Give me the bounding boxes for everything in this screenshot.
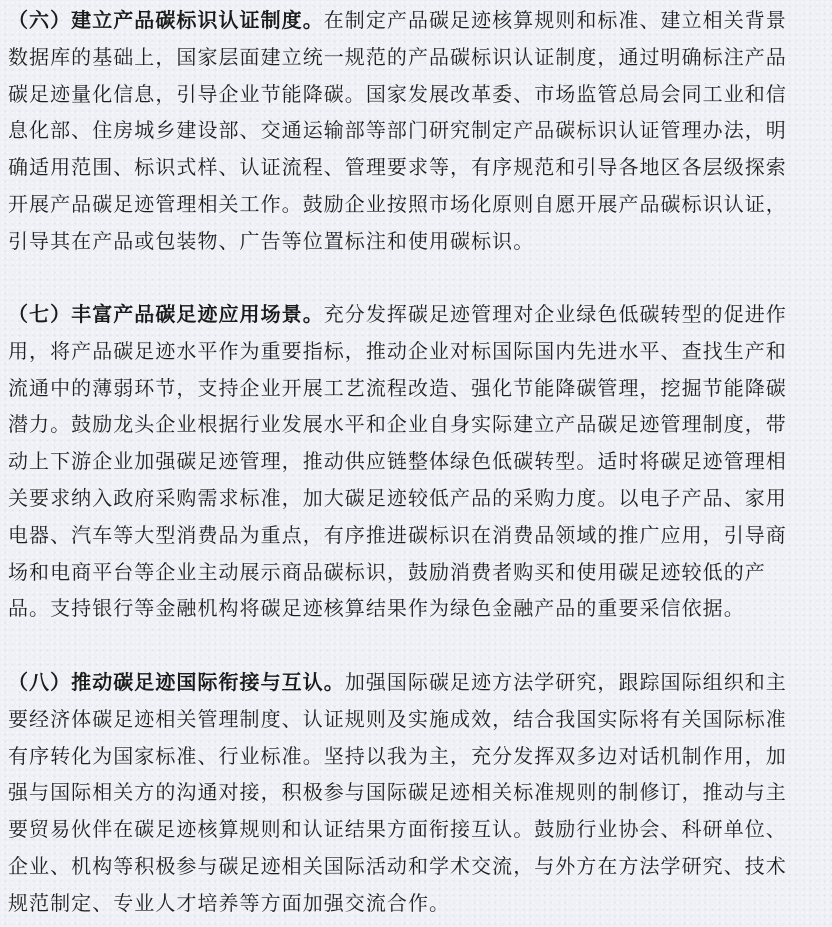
paragraph-line: 电器、汽车等大型消费品为重点，有序推进碳标识在消费品领域的推广应用，引导商 bbox=[8, 522, 787, 547]
paragraph-line bbox=[0, 2, 832, 39]
paragraph-line: 场和电商平台等企业主动展示商品碳标识，鼓励消费者购买和使用碳足迹较低的产 bbox=[8, 559, 766, 584]
paragraph-line: 企业、机构等积极参与碳足迹相关国际活动和学术交流，与外方在方法学研究、技术 bbox=[8, 853, 787, 878]
paragraph-text: 在制定产品碳足迹核算规则和标准、建立相关背景 bbox=[323, 8, 787, 32]
paragraph-line: 数据库的基础上，国家层面建立统一规范的产品碳标识认证制度，通过明确标注产品 bbox=[8, 44, 787, 69]
section-6-paragraph bbox=[0, 2, 832, 260]
paragraph-line: 品。支持银行等金融机构将碳足迹核算结果作为绿色金融产品的重要采信依据。 bbox=[8, 596, 745, 621]
paragraph-text: 充分发挥碳足迹管理对企业绿色低碳转型的促进作 bbox=[323, 302, 787, 326]
paragraph-line: 动上下游企业加强碳足迹管理，推动供应链整体绿色低碳转型。适时将碳足迹管理相 bbox=[8, 449, 787, 474]
paragraph-line: 碳足迹量化信息，引导企业节能降碳。国家发展改革委、市场监管总局会同工业和信 bbox=[8, 81, 787, 106]
paragraph-line: 引导其在产品或包装物、广告等位置标注和使用碳标识。 bbox=[8, 228, 535, 253]
paragraph-line: 息化部、住房城乡建设部、交通运输部等部门研究制定产品碳标识认证管理办法，明 bbox=[8, 118, 787, 143]
paragraph-line: 要贸易伙伴在碳足迹核算规则和认证结果方面衔接互认。鼓励行业协会、科研单位、 bbox=[8, 817, 787, 842]
paragraph-line: 流通中的薄弱环节，支持企业开展工艺流程改造、强化节能降碳管理，挖掘节能降碳 bbox=[8, 375, 787, 400]
paragraph-line bbox=[0, 296, 832, 333]
section-8-paragraph bbox=[0, 664, 832, 922]
paragraph-line: 要经济体碳足迹相关管理制度、认证规则及实施成效，结合我国实际将有关国际标准 bbox=[8, 706, 787, 731]
section-7-heading: （七）丰富产品碳足迹应用场景。 bbox=[8, 302, 324, 326]
paragraph-line: 开展产品碳足迹管理相关工作。鼓励企业按照市场化原则自愿开展产品碳标识认证， bbox=[8, 191, 787, 216]
section-7-paragraph bbox=[0, 296, 832, 627]
paragraph-line: 规范制定、专业人才培养等方面加强交流合作。 bbox=[8, 890, 451, 915]
section-8-heading: （八）推动碳足迹国际衔接与互认。 bbox=[8, 670, 345, 694]
paragraph-line: 潜力。鼓励龙头企业根据行业发展水平和企业自身实际建立产品碳足迹管理制度，带 bbox=[8, 412, 787, 437]
paragraph-line: 用，将产品碳足迹水平作为重要指标，推动企业对标国际国内先进水平、查找生产和 bbox=[8, 338, 787, 363]
paragraph-line: 关要求纳入政府采购需求标准，加大碳足迹较低产品的采购力度。以电子产品、家用 bbox=[8, 485, 787, 510]
paragraph-line: 有序转化为国家标准、行业标准。坚持以我为主，充分发挥双多边对话机制作用，加 bbox=[8, 743, 787, 768]
paragraph-line bbox=[0, 664, 832, 701]
paragraph-line: 强与国际相关方的沟通对接，积极参与国际碳足迹相关标准规则的制修订，推动与主 bbox=[8, 780, 787, 805]
paragraph-text: 加强国际碳足迹方法学研究，跟踪国际组织和主 bbox=[344, 670, 787, 694]
paragraph-line: 确适用范围、标识式样、认证流程、管理要求等，有序规范和引导各地区各层级探索 bbox=[8, 155, 787, 180]
section-6-heading: （六）建立产品碳标识认证制度。 bbox=[8, 8, 324, 32]
